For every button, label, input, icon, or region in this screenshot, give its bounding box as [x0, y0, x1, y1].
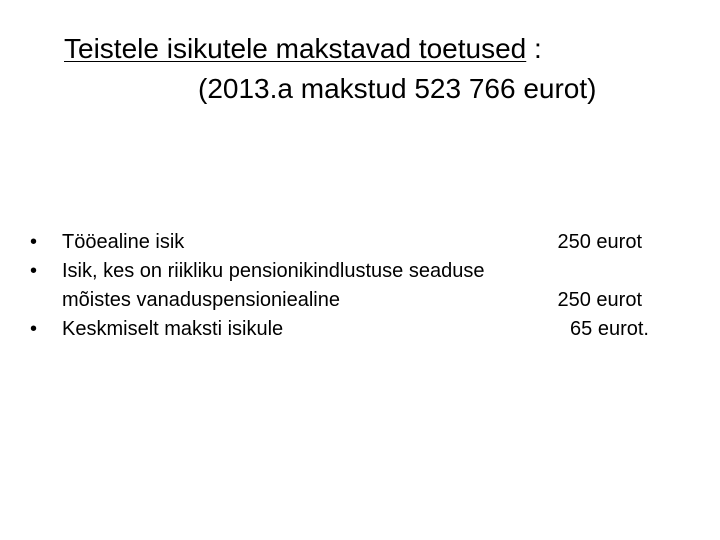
bullet-icon: •: [30, 231, 38, 253]
list-item-label: Tööealine isik: [62, 231, 185, 253]
list-item-label-continuation: mõistes vanaduspensioniealine: [62, 289, 340, 311]
list-item-pension-age: [0, 257, 720, 286]
list-item-label: Keskmiselt maksti isikule: [62, 318, 284, 340]
list-item-label: Isik, kes on riikliku pensionikindlustuse seaduse: [62, 260, 485, 282]
title-line-1: [64, 30, 542, 68]
bullet-icon: •: [30, 260, 38, 282]
list-item-amount: 250 eurot: [557, 289, 642, 311]
list-item-amount: 65 eurot.: [570, 318, 649, 340]
list-item-pension-age-continuation: [0, 286, 720, 315]
list-item-amount: 250 eurot: [557, 231, 642, 253]
bullet-list: [0, 228, 720, 344]
title-underlined-text: Teistele isikutele makstavad toetused: [64, 33, 527, 64]
list-item-average: [0, 315, 720, 344]
bullet-icon: •: [30, 318, 38, 340]
title-colon: :: [526, 33, 542, 64]
title-line-2: (2013.a makstud 523 766 eurot): [198, 73, 597, 104]
list-item-working-age: [0, 228, 720, 257]
